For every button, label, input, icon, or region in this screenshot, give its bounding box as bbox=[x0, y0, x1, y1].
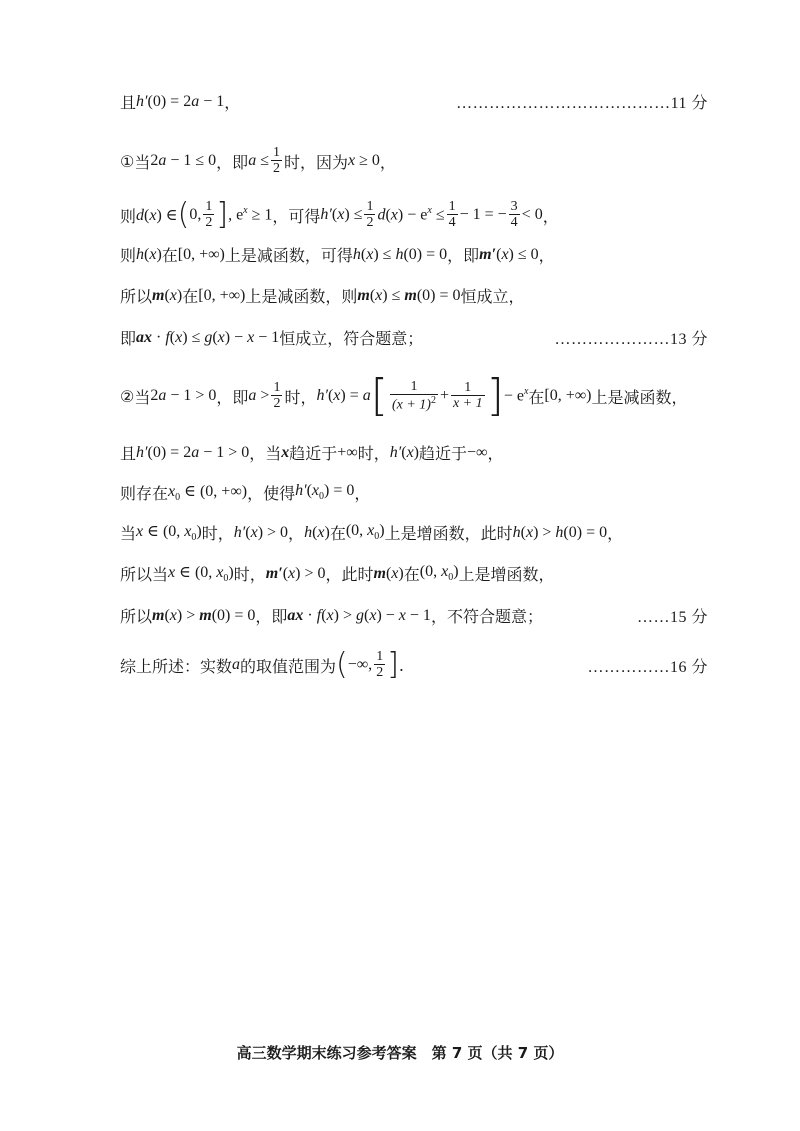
line-11 bbox=[120, 562, 708, 585]
formula: [0, +∞) bbox=[198, 286, 246, 304]
formula: − 1 = − bbox=[459, 206, 507, 223]
text: 在 bbox=[528, 387, 545, 407]
text: 当 bbox=[134, 152, 151, 172]
fraction: $\frac{1}{2}$ bbox=[272, 145, 280, 176]
text: 趋近于 bbox=[289, 444, 338, 463]
formula: x ≥ 0 bbox=[347, 152, 380, 169]
text: ，可得 bbox=[272, 206, 321, 226]
text: ， bbox=[224, 93, 241, 112]
formula: − $e^x$ bbox=[503, 386, 529, 405]
text: ，即 bbox=[255, 607, 288, 626]
formula: 2a − 1 ≤ 0 bbox=[150, 152, 217, 169]
text: ， bbox=[354, 484, 371, 503]
fraction: $\frac{1}{2}$ bbox=[366, 199, 374, 230]
text: 时， bbox=[233, 565, 266, 584]
text: 且 bbox=[120, 444, 137, 463]
line-1 bbox=[120, 90, 708, 113]
text: 上是减函数，则 bbox=[245, 287, 358, 306]
formula: ax · f(x) > g(x) − x − 1 bbox=[287, 606, 431, 624]
formula: h′(0) = 2a − 1 > 0 bbox=[136, 443, 250, 461]
formula: h(x) > h(0) = 0 bbox=[512, 523, 608, 541]
text: ， bbox=[379, 152, 396, 172]
formula: m(x) bbox=[152, 286, 183, 304]
formula: +∞ bbox=[337, 443, 358, 461]
text: 即 bbox=[120, 329, 137, 348]
text: 所以当 bbox=[120, 565, 169, 584]
text: 且 bbox=[120, 93, 137, 112]
text: ，使得 bbox=[247, 484, 296, 503]
formula: 0, bbox=[189, 206, 202, 223]
text: 时， bbox=[201, 524, 234, 543]
formula: m′(x) > 0 bbox=[265, 564, 326, 582]
bracket: ( bbox=[177, 197, 190, 232]
text: 恒成立， bbox=[460, 287, 525, 306]
line-3 bbox=[120, 197, 708, 232]
formula: a bbox=[232, 656, 241, 673]
text: 当 bbox=[134, 387, 151, 407]
formula: x bbox=[281, 443, 290, 461]
formula: 2a − 1 > 0 bbox=[150, 387, 217, 404]
formula: m(x) > m(0) = 0 bbox=[152, 606, 256, 624]
fraction: $\frac{1}{(x + 1)^2}$ bbox=[391, 378, 436, 413]
text: 在 bbox=[161, 246, 178, 265]
fraction: $\frac{1}{2}$ bbox=[376, 649, 384, 680]
text: ， bbox=[542, 206, 559, 226]
formula: h′(x) bbox=[389, 443, 419, 461]
text: 上是减函数， bbox=[591, 387, 688, 407]
text: 综上所述：实数 bbox=[120, 656, 233, 676]
text: ， bbox=[487, 444, 504, 463]
score-15: ……15 分 bbox=[636, 609, 708, 626]
text: 时， bbox=[357, 444, 390, 463]
fraction: $\frac{1}{x + 1}$ bbox=[452, 380, 483, 411]
formula: x ∈ (0, $x_0$) bbox=[168, 564, 234, 585]
formula: m′(x) ≤ 0 bbox=[479, 245, 539, 263]
text: ，即 bbox=[216, 152, 249, 172]
bracket: ] bbox=[387, 647, 399, 682]
text: 在 bbox=[182, 287, 199, 306]
bracket: ( bbox=[336, 647, 348, 682]
line-12 bbox=[120, 604, 708, 627]
formula: h(x) ≤ h(0) = 0 bbox=[352, 245, 448, 263]
formula: $d(x) - e^x$ ≤ bbox=[377, 205, 445, 224]
formula: $x_0$ ∈ (0, +∞) bbox=[168, 483, 248, 504]
formula: (0, $x_0$) bbox=[345, 522, 385, 543]
line-13 bbox=[120, 647, 708, 682]
line-5 bbox=[120, 284, 708, 307]
text: ， bbox=[607, 524, 624, 543]
fraction: $\frac{1}{2}$ bbox=[205, 199, 213, 230]
formula: h′(x) ≤ bbox=[320, 206, 363, 223]
text: 时，因为 bbox=[283, 152, 348, 172]
text: . bbox=[398, 655, 404, 675]
fraction: $\frac{3}{4}$ bbox=[510, 199, 518, 230]
text: 在 bbox=[403, 565, 420, 584]
formula: [0, +∞) bbox=[544, 387, 592, 404]
formula: x ∈ (0, $x_0$) bbox=[136, 523, 202, 544]
case-1-marker: ① bbox=[120, 151, 135, 171]
text: 趋近于 bbox=[419, 444, 468, 463]
formula: −∞ bbox=[467, 443, 488, 461]
formula: h′(x) > 0 bbox=[233, 523, 289, 541]
text: ，即 bbox=[447, 246, 480, 265]
formula: a ≤ bbox=[248, 152, 269, 169]
text: ， bbox=[288, 524, 305, 543]
score-16: ……………16 分 bbox=[587, 658, 708, 676]
text: 则 bbox=[120, 206, 137, 226]
text: ，即 bbox=[216, 387, 249, 407]
bracket: [ bbox=[370, 370, 388, 421]
formula: < 0 bbox=[521, 206, 543, 223]
text: ，不符合题意； bbox=[430, 607, 543, 626]
formula: d(x) ∈ bbox=[136, 207, 178, 224]
formula: $h'(x_0) = 0$ bbox=[295, 482, 355, 503]
fraction: $\frac{1}{2}$ bbox=[273, 380, 281, 411]
text: 所以 bbox=[120, 607, 153, 626]
formula: h′(x) = a bbox=[316, 387, 371, 404]
fraction: $\frac{1}{4}$ bbox=[448, 199, 456, 230]
text: ， bbox=[538, 246, 555, 265]
line-7 bbox=[120, 370, 708, 421]
text: 的取值范围为 bbox=[240, 656, 337, 676]
formula: + bbox=[439, 387, 449, 404]
text: ，当 bbox=[249, 444, 282, 463]
formula: ax · f(x) ≤ g(x) − x − 1 bbox=[136, 328, 280, 346]
line-2 bbox=[120, 146, 708, 176]
line-9 bbox=[120, 481, 708, 504]
line-6 bbox=[120, 326, 708, 349]
formula: h′(0) = 2a − 1 bbox=[136, 92, 225, 110]
bracket: ] bbox=[216, 197, 229, 232]
text: 所以 bbox=[120, 287, 153, 306]
text: 则 bbox=[120, 246, 137, 265]
score-13: …………………13 分 bbox=[554, 331, 708, 348]
case-2-marker: ② bbox=[120, 386, 135, 406]
score-11: …………………………………11 分 bbox=[456, 95, 708, 112]
formula: m(x) bbox=[373, 564, 404, 582]
formula: h(x) bbox=[304, 523, 330, 541]
formula: (0, $x_0$) bbox=[419, 563, 459, 584]
text: 恒成立，符合题意； bbox=[279, 329, 424, 348]
text: 上是增函数，此时 bbox=[384, 524, 513, 543]
formula: a > bbox=[248, 387, 270, 404]
line-10 bbox=[120, 521, 708, 544]
text: 在 bbox=[329, 524, 346, 543]
text: 上是增函数， bbox=[458, 565, 555, 584]
page-footer: 高三数学期末练习参考答案 第 7 页（共 7 页） bbox=[236, 1044, 564, 1062]
line-8 bbox=[120, 441, 708, 464]
text: 则存在 bbox=[120, 484, 169, 503]
formula: , $e^x \ge 1$ bbox=[228, 205, 273, 224]
formula: −∞, bbox=[347, 656, 373, 673]
text: 上是减函数，可得 bbox=[224, 246, 353, 265]
text: 当 bbox=[120, 524, 137, 543]
bracket: ] bbox=[486, 370, 504, 421]
text: 时， bbox=[284, 387, 317, 407]
formula: m(x) ≤ m(0) = 0 bbox=[357, 286, 461, 304]
formula: h(x) bbox=[136, 245, 162, 263]
line-4 bbox=[120, 243, 708, 266]
text: ，此时 bbox=[325, 565, 374, 584]
formula: [0, +∞) bbox=[177, 245, 225, 263]
